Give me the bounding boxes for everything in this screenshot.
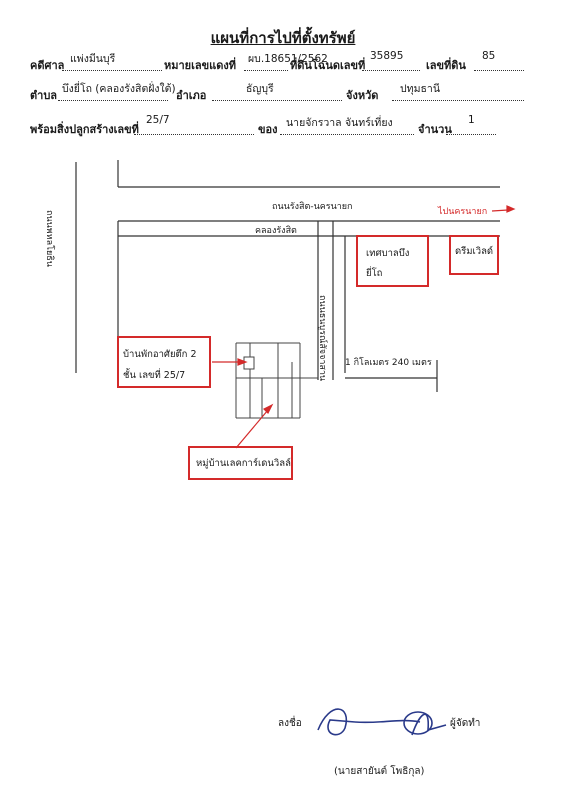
village-label: หมู่บ้านเลคการ์เดนวิลล์ [196,458,291,469]
role-label: ผู้จัดทำ [450,718,481,729]
house-line-1: บ้านพักอาศัยตึก 2 [123,349,197,360]
sign-label: ลงชื่อ [278,718,302,729]
case-no-value: ผบ.18651/2562 [248,53,328,65]
case-no-label: หมายเลขแดงที่ [164,59,236,72]
land-deed-value: 35895 [370,50,404,62]
main-road-label: ถนนรังสิต-นครนายก [272,202,353,212]
province-value: ปทุมธานี [400,83,440,95]
owner-label: ของ [258,123,278,136]
count-label: จำนวน [418,123,452,136]
side-road-label: ถนนธนบูรณ์สัจจาสาน [317,295,327,382]
municipality-line-1: เทศบาลบึง [366,248,410,259]
land-no-value: 85 [482,50,496,62]
subdistrict-label: ตำบล [30,89,58,102]
district-label: อำเภอ [176,89,207,102]
canal-label: คลองรังสิต [255,226,297,236]
municipality-line-2: ยี่โถ [366,268,383,279]
province-label: จังหวัด [346,89,379,102]
count-value: 1 [468,114,475,126]
page-title: แผนที่การไปที่ตั้งทรัพย์ [210,29,356,47]
subdistrict-value: บึงยี่โถ (คลองรังสิตฝั่งใต้) [62,83,176,95]
signature-mark [318,709,446,735]
direction-label: ไปนครนายก [438,207,488,217]
land-no-label: เลขที่ดิน [426,59,466,72]
signer-name: (นายสายันต์ โพธิกุล) [334,766,425,777]
house-line-2: ชั้น เลขที่ 25/7 [123,370,186,381]
district-value: ธัญบุรี [246,83,274,95]
dreamworld-label: ดรีมเวิลด์ [455,246,494,257]
distance-label: 1 กิโลเมตร 240 เมตร [345,358,432,368]
owner-value: นายจักรวาล จันทร์เที่ยง [286,117,393,129]
court-value: แพ่งมีนบุรี [70,53,116,65]
court-label: คดีศาล [30,59,65,72]
left-road-label: ถนนพหลโยธิน [44,210,54,267]
land-deed-label: ที่ดินโฉนดเลขที่ [290,59,366,72]
building-value: 25/7 [146,114,170,126]
building-label: พร้อมสิ่งปลูกสร้างเลขที่ [30,123,139,136]
